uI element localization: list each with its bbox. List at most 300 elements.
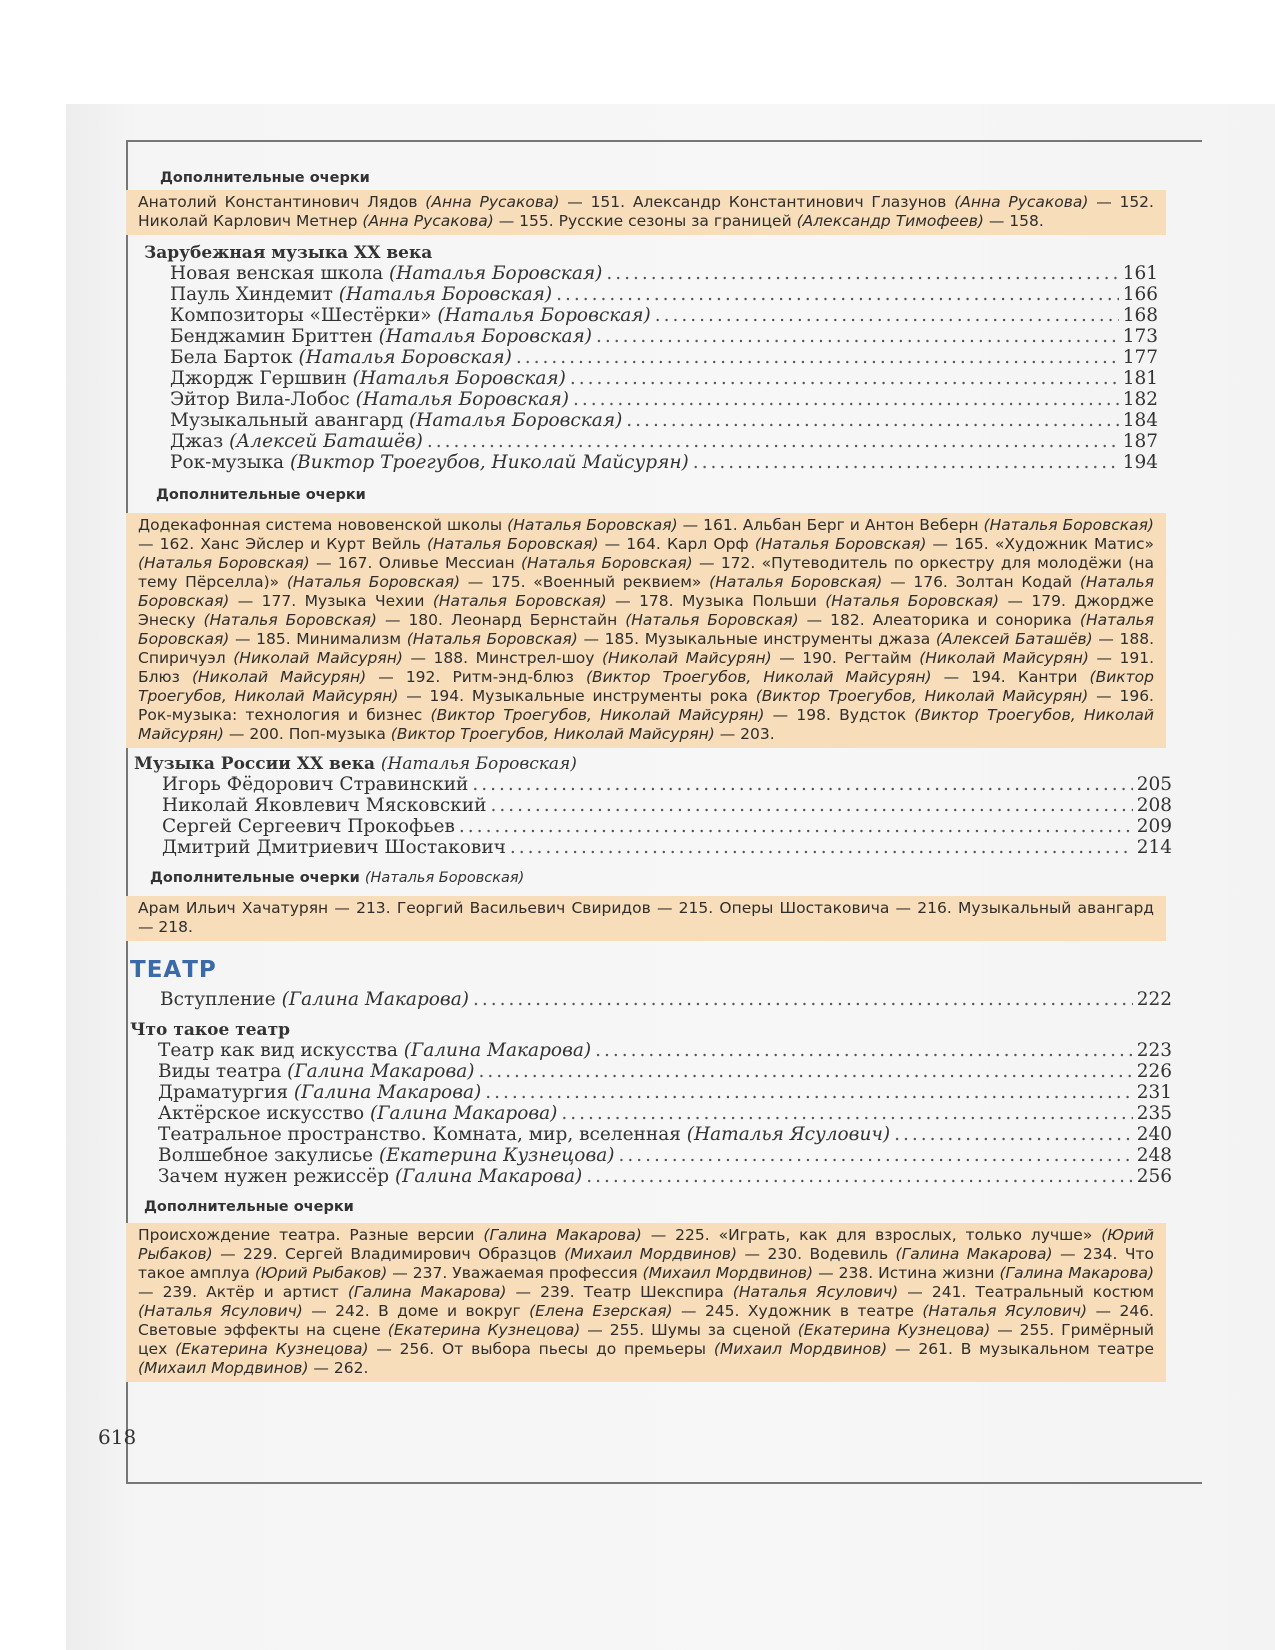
essay-author: (Наталья Ясулович) xyxy=(732,1283,899,1301)
essay-entry xyxy=(452,1264,878,1282)
toc-entry[interactable] xyxy=(158,1061,1172,1082)
toc-list-theatre-intro xyxy=(160,989,1172,1010)
essay-page: — 185. xyxy=(229,630,297,648)
toc-entry-title-text: Джордж Гершвин xyxy=(170,368,353,389)
toc-leader-dots xyxy=(655,305,1119,326)
page-number: 618 xyxy=(98,1425,137,1449)
toc-entry-title xyxy=(170,326,592,347)
toc-leader-dots xyxy=(573,389,1119,410)
toc-entry-author: (Екатерина Кузнецова) xyxy=(378,1145,615,1166)
section-heading-russian-music-author: (Наталья Боровская) xyxy=(380,754,577,774)
toc-leader-dots xyxy=(459,816,1133,837)
toc-leader-dots xyxy=(472,774,1132,795)
essay-title: Александр Константинович Глазунов xyxy=(632,193,955,211)
essay-entry xyxy=(206,1283,584,1301)
essay-entry xyxy=(200,535,667,553)
essay-author: (Наталья Боровская) xyxy=(754,535,927,553)
essay-author: (Наталья Ясулович) xyxy=(922,1302,1088,1320)
essay-page: — 256. xyxy=(368,1340,443,1358)
additional-essays-box-4 xyxy=(126,1223,1166,1382)
essay-entry xyxy=(289,725,775,743)
essay-author: (Алексей Баташёв) xyxy=(935,630,1093,648)
toc-leader-dots xyxy=(556,284,1119,305)
essay-author: (Николай Майсурян) xyxy=(602,649,772,667)
toc-entry-page: 231 xyxy=(1136,1082,1172,1103)
essay-entry xyxy=(305,592,682,610)
essay-page: — 172. xyxy=(692,554,762,572)
essay-author: (Анна Русакова) xyxy=(362,212,494,230)
additional-essays-heading-3 xyxy=(150,870,1166,886)
toc-entry[interactable] xyxy=(162,774,1172,795)
essay-page: — 213. xyxy=(328,899,397,917)
toc-entry-author: (Виктор Троегубов, Николай Майсурян) xyxy=(289,452,689,473)
toc-entry-title xyxy=(170,305,651,326)
essay-title: В доме и вокруг xyxy=(378,1302,530,1320)
essay-page: — 194. xyxy=(931,668,1018,686)
essay-title: Вудсток xyxy=(839,706,915,724)
toc-entry-author: (Галина Макарова) xyxy=(370,1103,558,1124)
toc-entry-title-text: Дмитрий Дмитриевич Шостакович xyxy=(162,837,506,858)
section-heading-russian-music xyxy=(134,754,1166,774)
toc-entry-author: (Наталья Боровская) xyxy=(389,263,603,284)
essay-title: «Художник Матис» xyxy=(994,535,1155,553)
essay-author: (Николай Майсурян) xyxy=(191,668,367,686)
essay-page: — 245. xyxy=(672,1302,748,1320)
essay-author: (Наталья Боровская) xyxy=(983,516,1154,534)
essay-author: (Наталья Боровская) xyxy=(426,535,599,553)
toc-entry-author: (Алексей Баташёв) xyxy=(229,431,423,452)
essay-author: (Екатерина Кузнецова) xyxy=(797,1321,991,1339)
toc-entry[interactable] xyxy=(170,326,1158,347)
toc-entry-title xyxy=(170,410,622,431)
essay-author: (Галина Макарова) xyxy=(895,1245,1053,1263)
essay-title: Музыкальные инструменты джаза xyxy=(644,630,936,648)
toc-entry[interactable] xyxy=(158,1040,1172,1061)
essay-entry xyxy=(533,573,955,591)
essay-author: (Михаил Мордвинов) xyxy=(138,1359,309,1377)
essay-entry xyxy=(378,1302,748,1320)
toc-entry-page: 222 xyxy=(1136,989,1172,1010)
toc-content xyxy=(126,170,1172,1382)
essay-author: (Наталья Боровская) xyxy=(625,611,799,629)
essay-title: Оливье Мессиан xyxy=(378,554,521,572)
essay-author: (Наталья Боровская) xyxy=(406,630,578,648)
toc-entry-title xyxy=(158,1145,614,1166)
toc-leader-dots xyxy=(626,410,1118,431)
toc-entry[interactable] xyxy=(170,452,1158,473)
toc-entry[interactable] xyxy=(170,431,1158,452)
toc-entry-title xyxy=(158,1082,481,1103)
essay-page: — 178. xyxy=(606,592,683,610)
toc-list-what-is-theatre xyxy=(158,1040,1172,1187)
toc-entry-author: (Галина Макарова) xyxy=(394,1166,583,1187)
toc-entry-author: (Наталья Ясулович) xyxy=(686,1124,891,1145)
toc-list-foreign-music xyxy=(170,263,1158,473)
toc-leader-dots xyxy=(478,1061,1132,1082)
toc-entry-title-text: Актёрское искусство xyxy=(158,1103,371,1124)
toc-entry-page: 194 xyxy=(1122,452,1158,473)
essay-page: — 179. xyxy=(999,592,1075,610)
essay-entry xyxy=(472,687,1154,705)
essay-entry xyxy=(748,1302,1154,1320)
toc-entry-page: 182 xyxy=(1122,389,1158,410)
essay-author: (Наталья Боровская) xyxy=(203,611,377,629)
toc-entry-title-text: Театр как вид искусства xyxy=(158,1040,404,1061)
essay-page: — 188. xyxy=(1092,630,1154,648)
toc-entry-title xyxy=(158,1166,582,1187)
essay-title: Карл Орф xyxy=(666,535,755,553)
toc-entry-title-text: Вступление xyxy=(160,989,282,1010)
toc-entry[interactable] xyxy=(158,1145,1172,1166)
toc-entry-title xyxy=(162,816,455,837)
essay-entry xyxy=(559,212,1044,230)
toc-entry-title xyxy=(162,837,506,858)
essay-title: Альбан Берг и Антон Веберн xyxy=(742,516,984,534)
essay-title: Спиричуэл xyxy=(138,649,234,667)
essay-page: — 152. xyxy=(1088,193,1154,211)
additional-essays-heading-2: Дополнительные очерки xyxy=(156,487,366,503)
essay-title: Оперы Шостаковича xyxy=(719,899,890,917)
essay-entry xyxy=(379,554,762,572)
essay-entry xyxy=(285,1245,809,1263)
essay-author: (Наталья Боровская) xyxy=(709,573,883,591)
toc-entry-title xyxy=(158,1103,557,1124)
toc-entry-title-text: Игорь Фёдорович Стравинский xyxy=(162,774,469,795)
toc-entry-page: 173 xyxy=(1122,326,1158,347)
essay-author: (Наталья Боровская) xyxy=(138,554,310,572)
essay-page: — 200. xyxy=(223,725,289,743)
essay-title: В музыкальном театре xyxy=(960,1340,1155,1358)
essay-page: — 161. xyxy=(677,516,743,534)
essay-page: — 218. xyxy=(138,918,193,936)
essay-author: (Александр Тимофеев) xyxy=(796,212,984,230)
essay-author: (Наталья Боровская) xyxy=(507,516,678,534)
essay-title: Театральный костюм xyxy=(975,1283,1155,1301)
essay-page: — 229. xyxy=(212,1245,286,1263)
toc-entry[interactable] xyxy=(158,1082,1172,1103)
toc-entry-author: (Галина Макарова) xyxy=(281,989,469,1010)
toc-entry[interactable] xyxy=(170,410,1158,431)
toc-entry-title xyxy=(162,795,486,816)
essay-entry xyxy=(138,212,559,230)
toc-entry-page: 205 xyxy=(1136,774,1172,795)
toc-entry-title-text: Драматургия xyxy=(158,1082,294,1103)
essay-page: — 239. xyxy=(506,1283,584,1301)
toc-entry-page: 256 xyxy=(1136,1166,1172,1187)
toc-entry[interactable] xyxy=(170,305,1158,326)
toc-entry-title xyxy=(170,284,552,305)
essay-page: — 177. xyxy=(229,592,305,610)
toc-entry-title-text: Пауль Хиндемит xyxy=(170,284,339,305)
toc-leader-dots xyxy=(586,1166,1132,1187)
section-heading-russian-music-title: Музыка России XX века xyxy=(134,754,381,774)
additional-essays-box-1 xyxy=(126,190,1166,235)
toc-entry[interactable] xyxy=(162,837,1172,858)
toc-entry-title-text: Николай Яковлевич Мясковский xyxy=(162,795,487,816)
essay-entry xyxy=(809,1245,1124,1263)
essay-entry xyxy=(844,649,1154,667)
toc-list-russian-music xyxy=(162,774,1172,858)
section-heading-what-is-theatre: Что такое театр xyxy=(130,1020,290,1040)
additional-essays-box-3 xyxy=(126,896,1166,941)
essay-page: — 261. xyxy=(887,1340,961,1358)
toc-entry[interactable] xyxy=(170,368,1158,389)
essay-page: — 215. xyxy=(650,899,720,917)
essay-page: — 175. xyxy=(460,573,534,591)
essay-page: — 238. xyxy=(813,1264,879,1282)
essay-title: Шумы за сценой xyxy=(651,1321,798,1339)
essay-page: — 167. xyxy=(309,554,379,572)
essay-title: «Играть, как для взрослых, только лучше» xyxy=(718,1226,1102,1244)
essay-title: Музыка Чехии xyxy=(304,592,433,610)
essay-entry xyxy=(667,535,995,553)
essay-title: Минимализм xyxy=(296,630,407,648)
section-heading-theatre: ТЕАТР xyxy=(130,957,217,983)
toc-leader-dots xyxy=(510,837,1133,858)
essay-title: Золтан Кодай xyxy=(955,573,1080,591)
toc-entry-page: 208 xyxy=(1136,795,1172,816)
toc-entry[interactable] xyxy=(162,816,1172,837)
toc-entry-page: 184 xyxy=(1122,410,1158,431)
toc-entry-author: (Наталья Боровская) xyxy=(338,284,553,305)
essay-title: Уважаемая профессия xyxy=(452,1264,643,1282)
essay-author: (Николай Майсурян) xyxy=(919,649,1089,667)
essay-title: Происхождение театра. Разные версии xyxy=(138,1226,484,1244)
toc-entry-title-text: Эйтор Вила-Лобос xyxy=(170,389,356,410)
toc-entry[interactable] xyxy=(158,1166,1172,1187)
essay-entry xyxy=(138,706,839,724)
essay-author: (Виктор Троегубов, Николай Майсурян) xyxy=(138,706,1154,743)
essay-entry xyxy=(633,193,1154,211)
essay-title: Музыка Польши xyxy=(682,592,826,610)
essay-author: (Михаил Мордвинов) xyxy=(564,1245,738,1263)
toc-leader-dots xyxy=(485,1082,1132,1103)
essay-page: — 242. xyxy=(302,1302,379,1320)
essay-author: (Анна Русакова) xyxy=(425,193,560,211)
essay-author: (Галина Макарова) xyxy=(347,1283,507,1301)
toc-leader-dots xyxy=(516,347,1119,368)
toc-entry-author: (Галина Макарова) xyxy=(403,1040,592,1061)
essay-title: Кантри xyxy=(1017,668,1090,686)
essay-author: (Галина Макарова) xyxy=(483,1226,642,1244)
essay-entry xyxy=(452,668,1017,686)
essay-title: Гримёрный цех xyxy=(138,1321,1155,1358)
toc-entry-page: 226 xyxy=(1136,1061,1172,1082)
essay-title: Истина жизни xyxy=(878,1264,1000,1282)
essay-page: — 230. xyxy=(737,1245,810,1263)
essay-page: — 239. xyxy=(138,1283,207,1301)
toc-entry-page: 209 xyxy=(1136,816,1172,837)
essay-entry xyxy=(138,193,633,211)
essay-page: — 164. xyxy=(598,535,667,553)
essay-page: — 158. xyxy=(983,212,1044,230)
essay-entry xyxy=(651,1321,1061,1339)
essay-page: — 216. xyxy=(889,899,958,917)
toc-leader-dots xyxy=(490,795,1132,816)
essay-author: (Наталья Боровская) xyxy=(432,592,607,610)
toc-entry[interactable] xyxy=(170,284,1158,305)
toc-entry-title xyxy=(158,1040,591,1061)
toc-entry-page: 187 xyxy=(1122,431,1158,452)
essay-author: (Юрий Рыбаков) xyxy=(138,1226,1155,1263)
essay-title: «Путеводитель по оркестру для молодёжи (на тему Пёрселла)» xyxy=(138,554,1154,591)
toc-leader-dots xyxy=(618,1145,1132,1166)
toc-entry-page: 168 xyxy=(1122,305,1158,326)
essay-title: Николай Карлович Метнер xyxy=(138,212,363,230)
essay-entry xyxy=(719,899,958,917)
essay-title: Что такое амплуа xyxy=(138,1245,1154,1282)
toc-entry-page: 214 xyxy=(1136,837,1172,858)
essay-title: Музыкальные инструменты рока xyxy=(471,687,756,705)
essay-page: — 155. xyxy=(493,212,559,230)
toc-leader-dots xyxy=(596,326,1119,347)
essay-author: (Виктор Троегубов, Николай Майсурян) xyxy=(755,687,1089,705)
toc-entry-page: 235 xyxy=(1136,1103,1172,1124)
additional-essays-heading-4: Дополнительные очерки xyxy=(144,1199,354,1215)
toc-entry-page: 166 xyxy=(1122,284,1158,305)
essay-author: (Анна Русакова) xyxy=(954,193,1089,211)
essay-entry xyxy=(682,592,1074,610)
toc-leader-dots xyxy=(570,368,1119,389)
toc-entry-title-text: Театральное пространство. Комната, мир, вселенная xyxy=(158,1124,687,1145)
toc-entry[interactable] xyxy=(170,263,1158,284)
essay-entry xyxy=(451,611,873,629)
toc-entry-title xyxy=(162,774,468,795)
essay-page: — 246. xyxy=(1087,1302,1154,1320)
essay-page: — 203. xyxy=(714,725,775,743)
essay-page: — 192. xyxy=(366,668,453,686)
toc-entry-author: (Наталья Боровская) xyxy=(408,410,623,431)
essay-title: Водевиль xyxy=(809,1245,896,1263)
essay-page: — 194. xyxy=(398,687,472,705)
toc-entry-title xyxy=(170,263,602,284)
essay-author: (Виктор Троегубов, Николай Майсурян) xyxy=(138,668,1154,705)
essay-entry xyxy=(296,630,644,648)
toc-entry-author: (Галина Макарова) xyxy=(293,1082,482,1103)
essay-title: Художник в театре xyxy=(747,1302,923,1320)
essay-author: (Наталья Боровская) xyxy=(138,611,1154,648)
essay-entry xyxy=(138,1226,719,1244)
toc-leader-dots xyxy=(595,1040,1133,1061)
essay-page: — 191. xyxy=(1088,649,1155,667)
essay-entry xyxy=(138,899,397,917)
essay-page: — 241. xyxy=(898,1283,976,1301)
toc-entry[interactable] xyxy=(162,795,1172,816)
essay-page: — 234. xyxy=(1052,1245,1125,1263)
essay-title: Ритм-энд-блюз xyxy=(452,668,586,686)
additional-essays-heading-3-title: Дополнительные очерки xyxy=(150,870,365,886)
essay-author: (Наталья Боровская) xyxy=(138,573,1154,610)
essay-author: (Виктор Троегубов, Николай Майсурян) xyxy=(430,706,765,724)
essay-author: (Наталья Боровская) xyxy=(520,554,693,572)
toc-entry-title-text: Джаз xyxy=(170,431,230,452)
toc-entry[interactable] xyxy=(158,1103,1172,1124)
additional-essays-box-2 xyxy=(126,513,1166,748)
essay-title: Театр Шекспира xyxy=(583,1283,733,1301)
essay-page: — 151. xyxy=(559,193,633,211)
toc-entry-author: (Наталья Боровская) xyxy=(298,347,512,368)
essay-author: (Юрий Рыбаков) xyxy=(254,1264,388,1282)
toc-entry[interactable] xyxy=(170,389,1158,410)
toc-entry-page: 248 xyxy=(1136,1145,1172,1166)
essay-page: — 225. xyxy=(641,1226,719,1244)
toc-leader-dots xyxy=(606,263,1118,284)
toc-entry[interactable] xyxy=(160,989,1172,1010)
toc-entry-title-text: Волшебное закулисье xyxy=(158,1145,379,1166)
toc-leader-dots xyxy=(473,989,1133,1010)
essay-page: — 196. xyxy=(1088,687,1154,705)
essay-title: Световые эффекты на сцене xyxy=(138,1321,388,1339)
essay-title: Актёр и артист xyxy=(206,1283,348,1301)
essay-title: Анатолий Константинович Лядов xyxy=(138,193,426,211)
toc-entry-page: 177 xyxy=(1122,347,1158,368)
essay-page: — 176. xyxy=(882,573,956,591)
essay-author: (Екатерина Кузнецова) xyxy=(175,1340,369,1358)
toc-leader-dots xyxy=(427,431,1119,452)
toc-entry-author: (Наталья Боровская) xyxy=(352,368,566,389)
essay-title: Ханс Эйслер и Курт Вейль xyxy=(200,535,427,553)
essay-title: Леонард Бернстайн xyxy=(450,611,626,629)
essay-page: — 190. xyxy=(771,649,845,667)
essay-title: Блюз xyxy=(138,668,192,686)
toc-entry-title xyxy=(170,368,566,389)
toc-entry-title-text: Виды театра xyxy=(158,1061,288,1082)
toc-entry-page: 223 xyxy=(1136,1040,1172,1061)
toc-entry-title xyxy=(160,989,469,1010)
essay-entry xyxy=(442,1340,961,1358)
section-heading-foreign-music: Зарубежная музыка XX века xyxy=(144,243,433,263)
essay-page: — 188. xyxy=(402,649,476,667)
toc-entry-title xyxy=(170,389,569,410)
toc-entry-title-text: Композиторы «Шестёрки» xyxy=(170,305,438,326)
essay-title: Поп-музыка xyxy=(288,725,391,743)
essay-entry xyxy=(476,649,845,667)
essay-page: — 162. xyxy=(138,535,201,553)
toc-entry-page: 240 xyxy=(1136,1124,1172,1145)
essay-author: (Виктор Троегубов, Николай Майсурян) xyxy=(390,725,715,743)
toc-leader-dots xyxy=(561,1103,1132,1124)
essay-page: — 165. xyxy=(926,535,995,553)
essay-page: — 185. xyxy=(577,630,645,648)
essay-title: Регтайм xyxy=(844,649,920,667)
toc-entry-title xyxy=(170,452,689,473)
toc-entry-title xyxy=(170,431,423,452)
toc-entry-author: (Галина Макарова) xyxy=(287,1061,475,1082)
additional-essays-heading-3-author: (Наталья Боровская) xyxy=(364,870,525,886)
essay-page: — 237. xyxy=(387,1264,453,1282)
toc-entry-title-text: Музыкальный авангард xyxy=(170,410,409,431)
toc-entry-page: 181 xyxy=(1122,368,1158,389)
essay-title: Рок-музыка: технология и бизнес xyxy=(138,706,431,724)
essay-author: (Николай Майсурян) xyxy=(233,649,403,667)
essay-entry xyxy=(138,1321,651,1339)
toc-entry-author: (Наталья Боровская) xyxy=(355,389,569,410)
essay-author: (Михаил Мордвинов) xyxy=(642,1264,814,1282)
toc-entry[interactable] xyxy=(170,347,1158,368)
toc-entry-title-text: Новая венская школа xyxy=(170,263,390,284)
essay-title: Русские сезоны за границей xyxy=(558,212,797,230)
toc-entry[interactable] xyxy=(158,1124,1172,1145)
essay-page: — 255. xyxy=(990,1321,1062,1339)
toc-entry-title-text: Зачем нужен режиссёр xyxy=(158,1166,395,1187)
essay-title: Минстрел-шоу xyxy=(475,649,602,667)
essay-author: (Наталья Ясулович) xyxy=(138,1302,303,1320)
toc-entry-author: (Наталья Боровская) xyxy=(437,305,651,326)
toc-entry-title-text: Бела Барток xyxy=(170,347,299,368)
toc-entry-title-text: Рок-музыка xyxy=(170,452,290,473)
essay-title: Алеаторика и сонорика xyxy=(872,611,1080,629)
essay-entry xyxy=(584,1283,976,1301)
